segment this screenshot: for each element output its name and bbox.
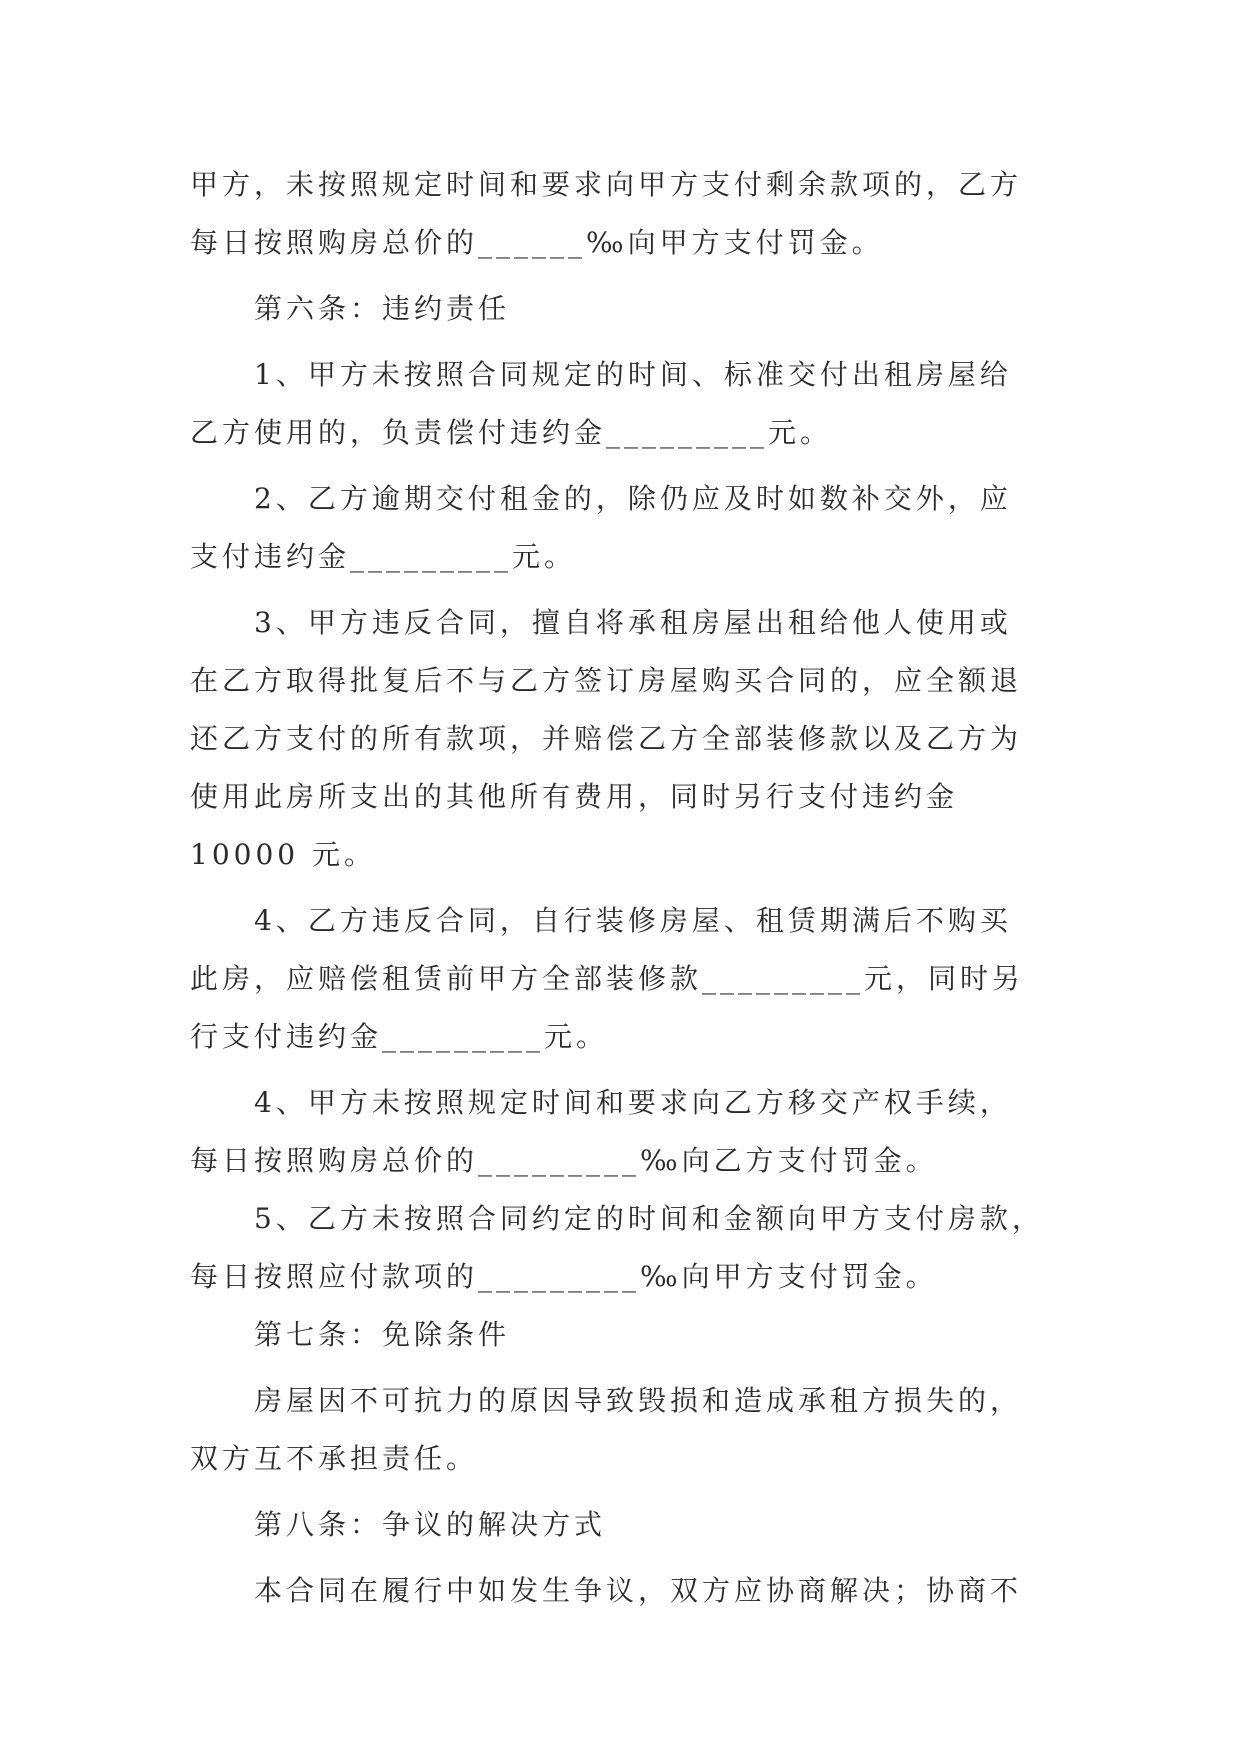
text-line: 每日按照购房总价的_________‰向乙方支付罚金。: [190, 1144, 938, 1177]
text-line: 支付违约金_________元。: [190, 540, 577, 573]
text-line: 在乙方取得批复后不与乙方签订房屋购买合同的，应全额退: [190, 664, 1023, 697]
text-line: 4、乙方违反合同，自行装修房屋、租赁期满后不购买: [254, 904, 1012, 937]
text-line: 此房，应赔偿租赁前甲方全部装修款_________元，同时另: [190, 962, 1025, 995]
paragraph-continuation: [190, 156, 1050, 272]
heading-line: 第六条：违约责任: [254, 292, 511, 325]
text-line: 双方互不承担责任。: [190, 1442, 479, 1475]
article-6-clause-4b: [190, 1074, 1050, 1190]
article-7-body: [190, 1372, 1050, 1488]
text-line: 甲方，未按照规定时间和要求向甲方支付剩余款项的，乙方: [190, 168, 1023, 201]
article-6-clause-1: [190, 346, 1050, 462]
article-6-heading: [190, 280, 1050, 338]
article-8-heading: [190, 1496, 1050, 1554]
heading-line: 第七条：免除条件: [254, 1318, 511, 1351]
article-7-heading: [190, 1306, 1050, 1364]
text-line: 1、甲方未按照合同规定的时间、标准交付出租房屋给: [254, 358, 1012, 391]
article-6-clause-4a: [190, 892, 1050, 1066]
article-8-body: [190, 1562, 1050, 1620]
article-6-clause-3: [190, 594, 1050, 884]
text-line: 2、乙方逾期交付租金的，除仍应及时如数补交外，应: [254, 482, 1012, 515]
text-line: 还乙方支付的所有款项，并赔偿乙方全部装修款以及乙方为: [190, 722, 1023, 755]
text-line: 乙方使用的，负责偿付违约金_________元。: [190, 416, 833, 449]
document-body: [190, 156, 1050, 1620]
text-line: 行支付违约金_________元。: [190, 1020, 609, 1053]
text-line: 房屋因不可抗力的原因导致毁损和造成承租方损失的，: [254, 1384, 1023, 1417]
heading-line: 第八条：争议的解决方式: [254, 1508, 607, 1541]
text-line: 每日按照购房总价的______‰向甲方支付罚金。: [190, 226, 884, 259]
text-line: 本合同在履行中如发生争议，双方应协商解决；协商不: [254, 1574, 1023, 1607]
text-line: 4、甲方未按照规定时间和要求向乙方移交产权手续，: [254, 1086, 1012, 1119]
text-line: 3、甲方违反合同，擅自将承租房屋出租给他人使用或: [254, 606, 1012, 639]
text-line: 使用此房所支出的其他所有费用，同时另行支付违约金: [190, 780, 959, 813]
text-line: 每日按照应付款项的_________‰向甲方支付罚金。: [190, 1260, 938, 1293]
text-line: 5、乙方未按照合同约定的时间和金额向甲方支付房款，: [254, 1202, 1044, 1235]
text-line: 10000 元。: [190, 838, 376, 871]
article-6-clause-2: [190, 470, 1050, 586]
article-6-clause-5: [190, 1190, 1050, 1306]
